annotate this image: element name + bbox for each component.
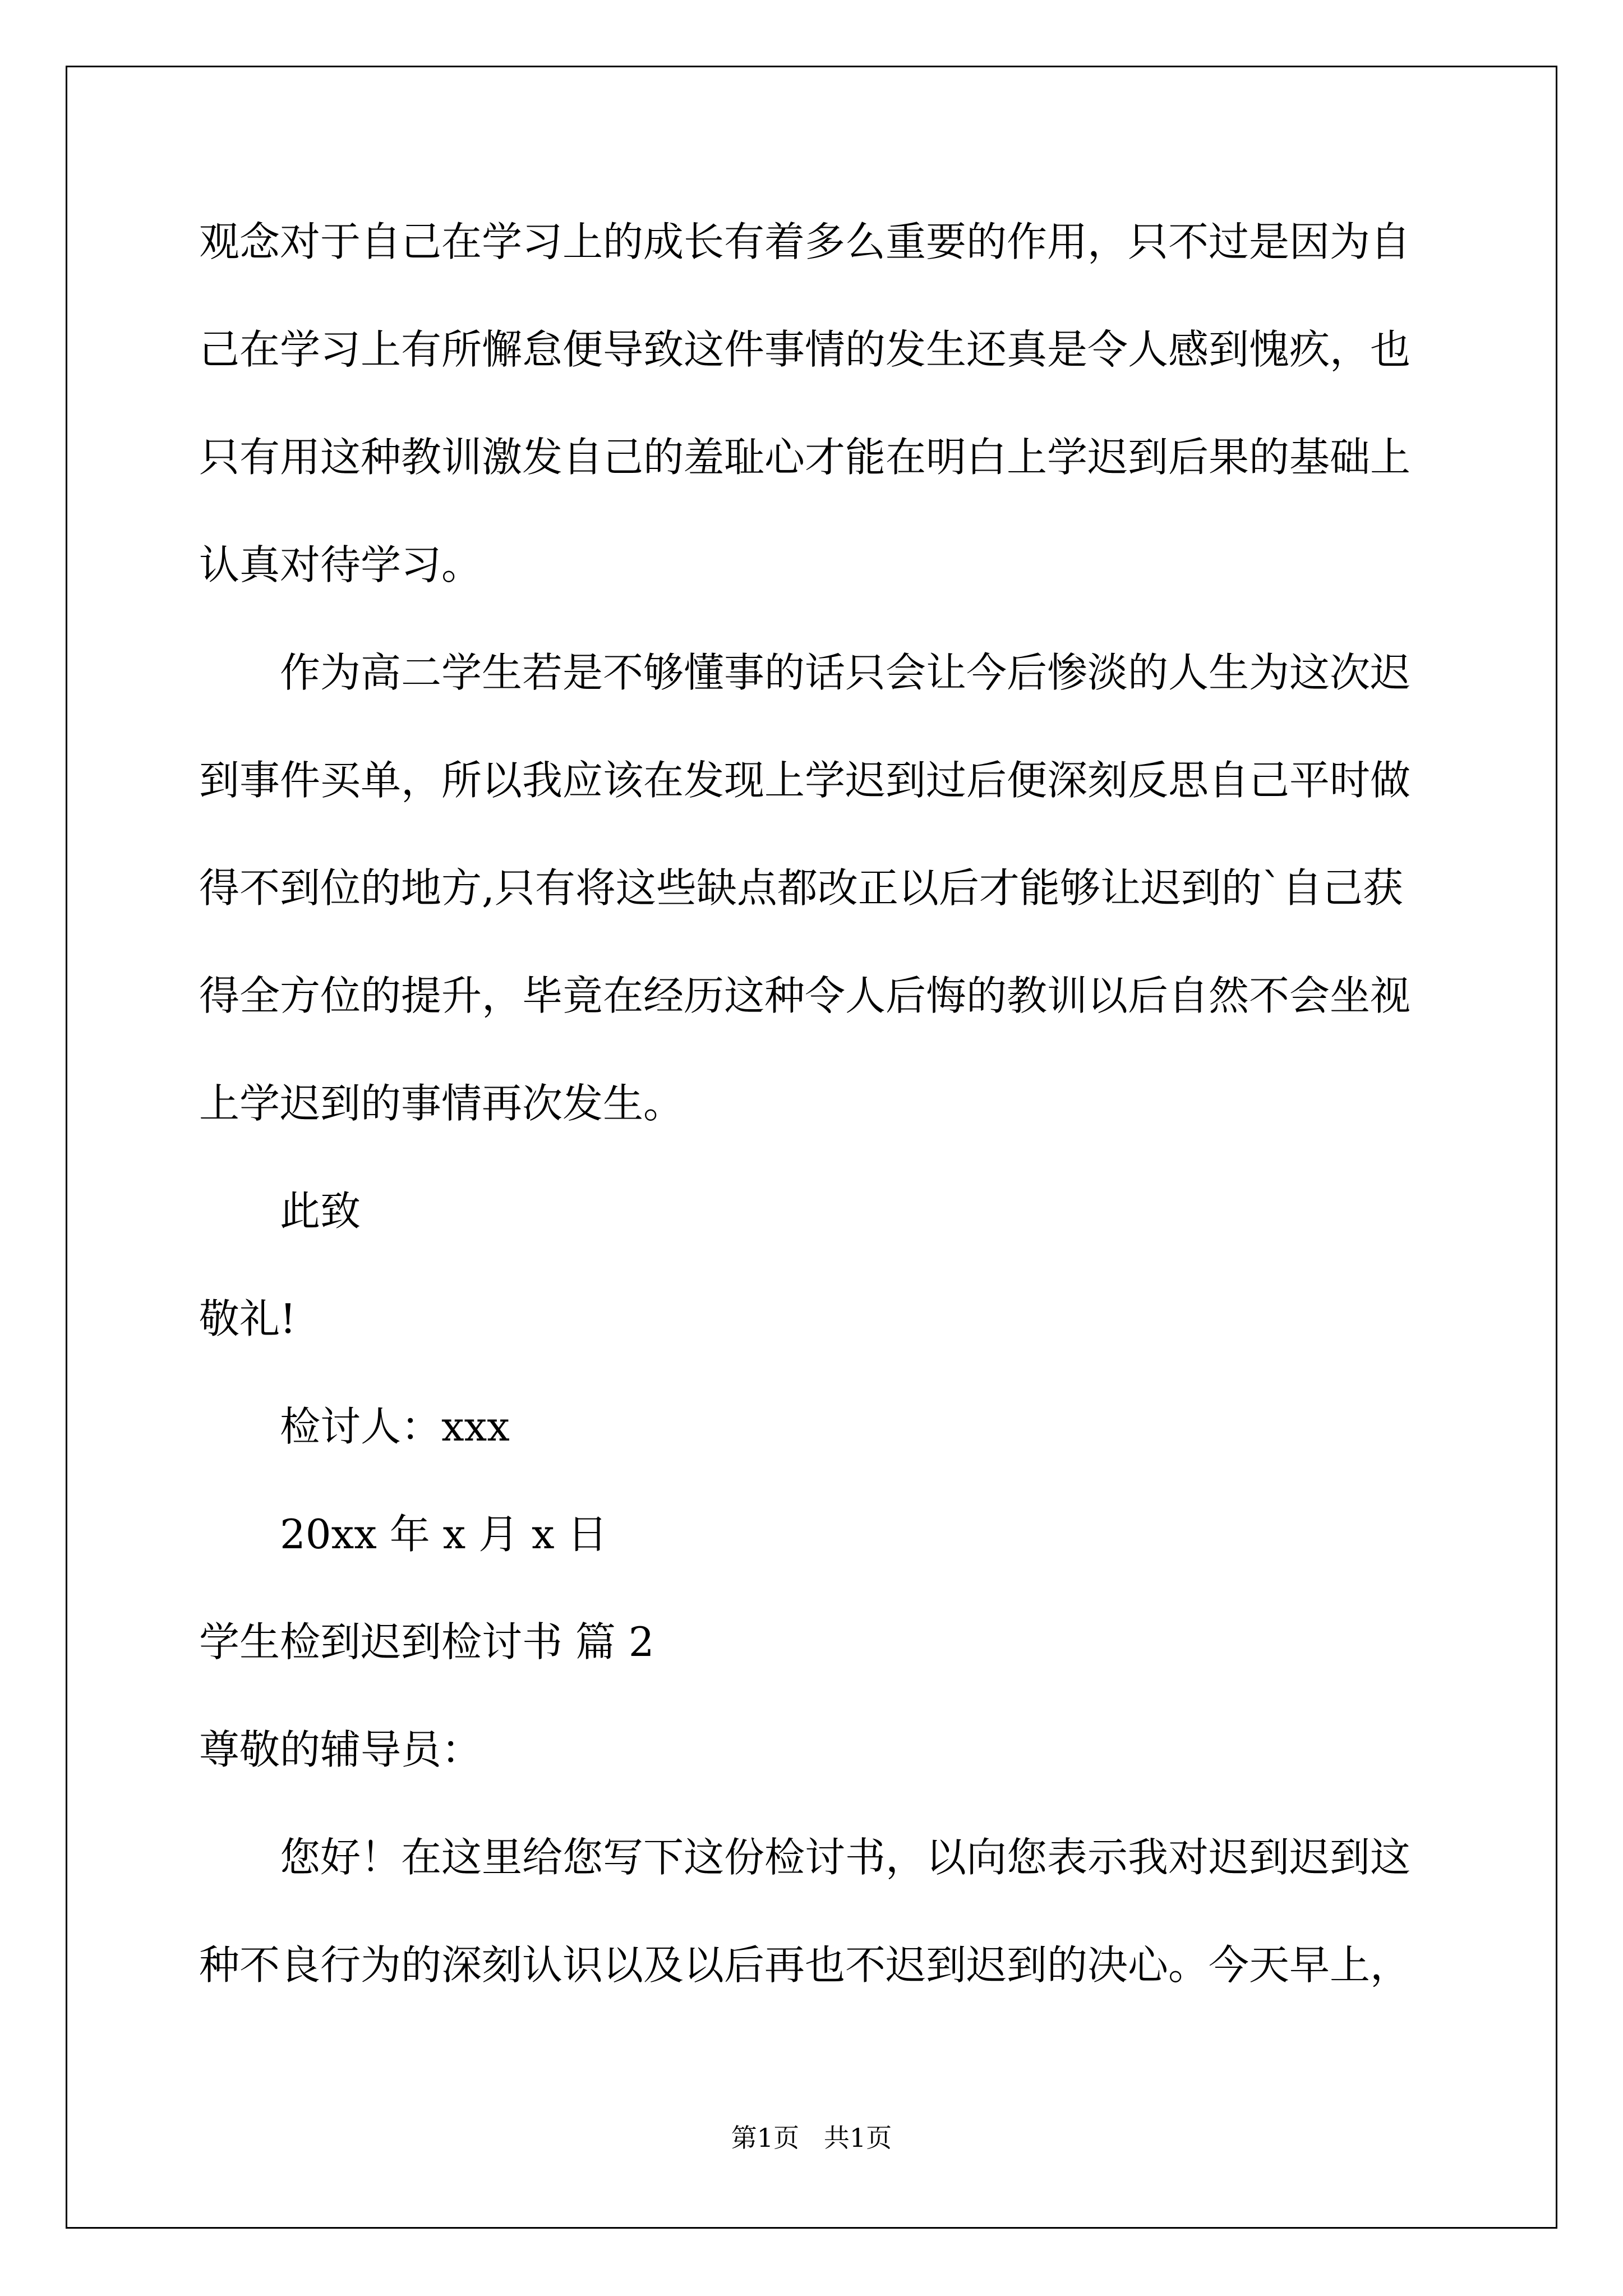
paragraph-line: 您好！在这里给您写下这份检讨书，以向您表示我对迟到迟到这 [280, 1834, 1411, 1881]
closing-respect: 敬礼! [199, 1295, 296, 1342]
signature-line: 检讨人：xxx [280, 1403, 510, 1450]
closing-salutation: 此致 [280, 1188, 361, 1235]
paragraph-line: 上学迟到的事情再次发生。 [199, 1080, 684, 1127]
paragraph-line: 种不良行为的深刻认识以及以后再也不迟到迟到的决心。今天早上， [199, 1941, 1411, 1989]
paragraph-line: 得全方位的提升，毕竟在经历这种令人后悔的教训以后自然不会坐视 [199, 972, 1411, 1019]
section-heading: 学生检到迟到检讨书 篇 2 [199, 1618, 654, 1665]
paragraph-line: 到事件买单，所以我应该在发现上学迟到过后便深刻反思自己平时做 [199, 757, 1411, 804]
greeting-line: 尊敬的辅导员： [199, 1726, 482, 1773]
date-line: 20xx 年 x 月 x 日 [280, 1511, 608, 1558]
paragraph-line: 得不到位的地方,只有将这些缺点都改正以后才能够让迟到的`自己获 [199, 864, 1403, 912]
paragraph-line: 观念对于自己在学习上的成长有着多么重要的作用，只不过是因为自 [199, 218, 1411, 265]
page-footer: 第1页 共1页 [731, 2123, 892, 2153]
page-border [66, 66, 1557, 2229]
paragraph-line: 只有用这种教训激发自己的羞耻心才能在明白上学迟到后果的基础上 [199, 434, 1411, 481]
paragraph-line: 认真对待学习。 [199, 541, 482, 588]
paragraph-line: 己在学习上有所懈怠便导致这件事情的发生还真是令人感到愧疚，也 [199, 326, 1411, 373]
paragraph-line: 作为高二学生若是不够懂事的话只会让今后惨淡的人生为这次迟 [280, 649, 1411, 696]
